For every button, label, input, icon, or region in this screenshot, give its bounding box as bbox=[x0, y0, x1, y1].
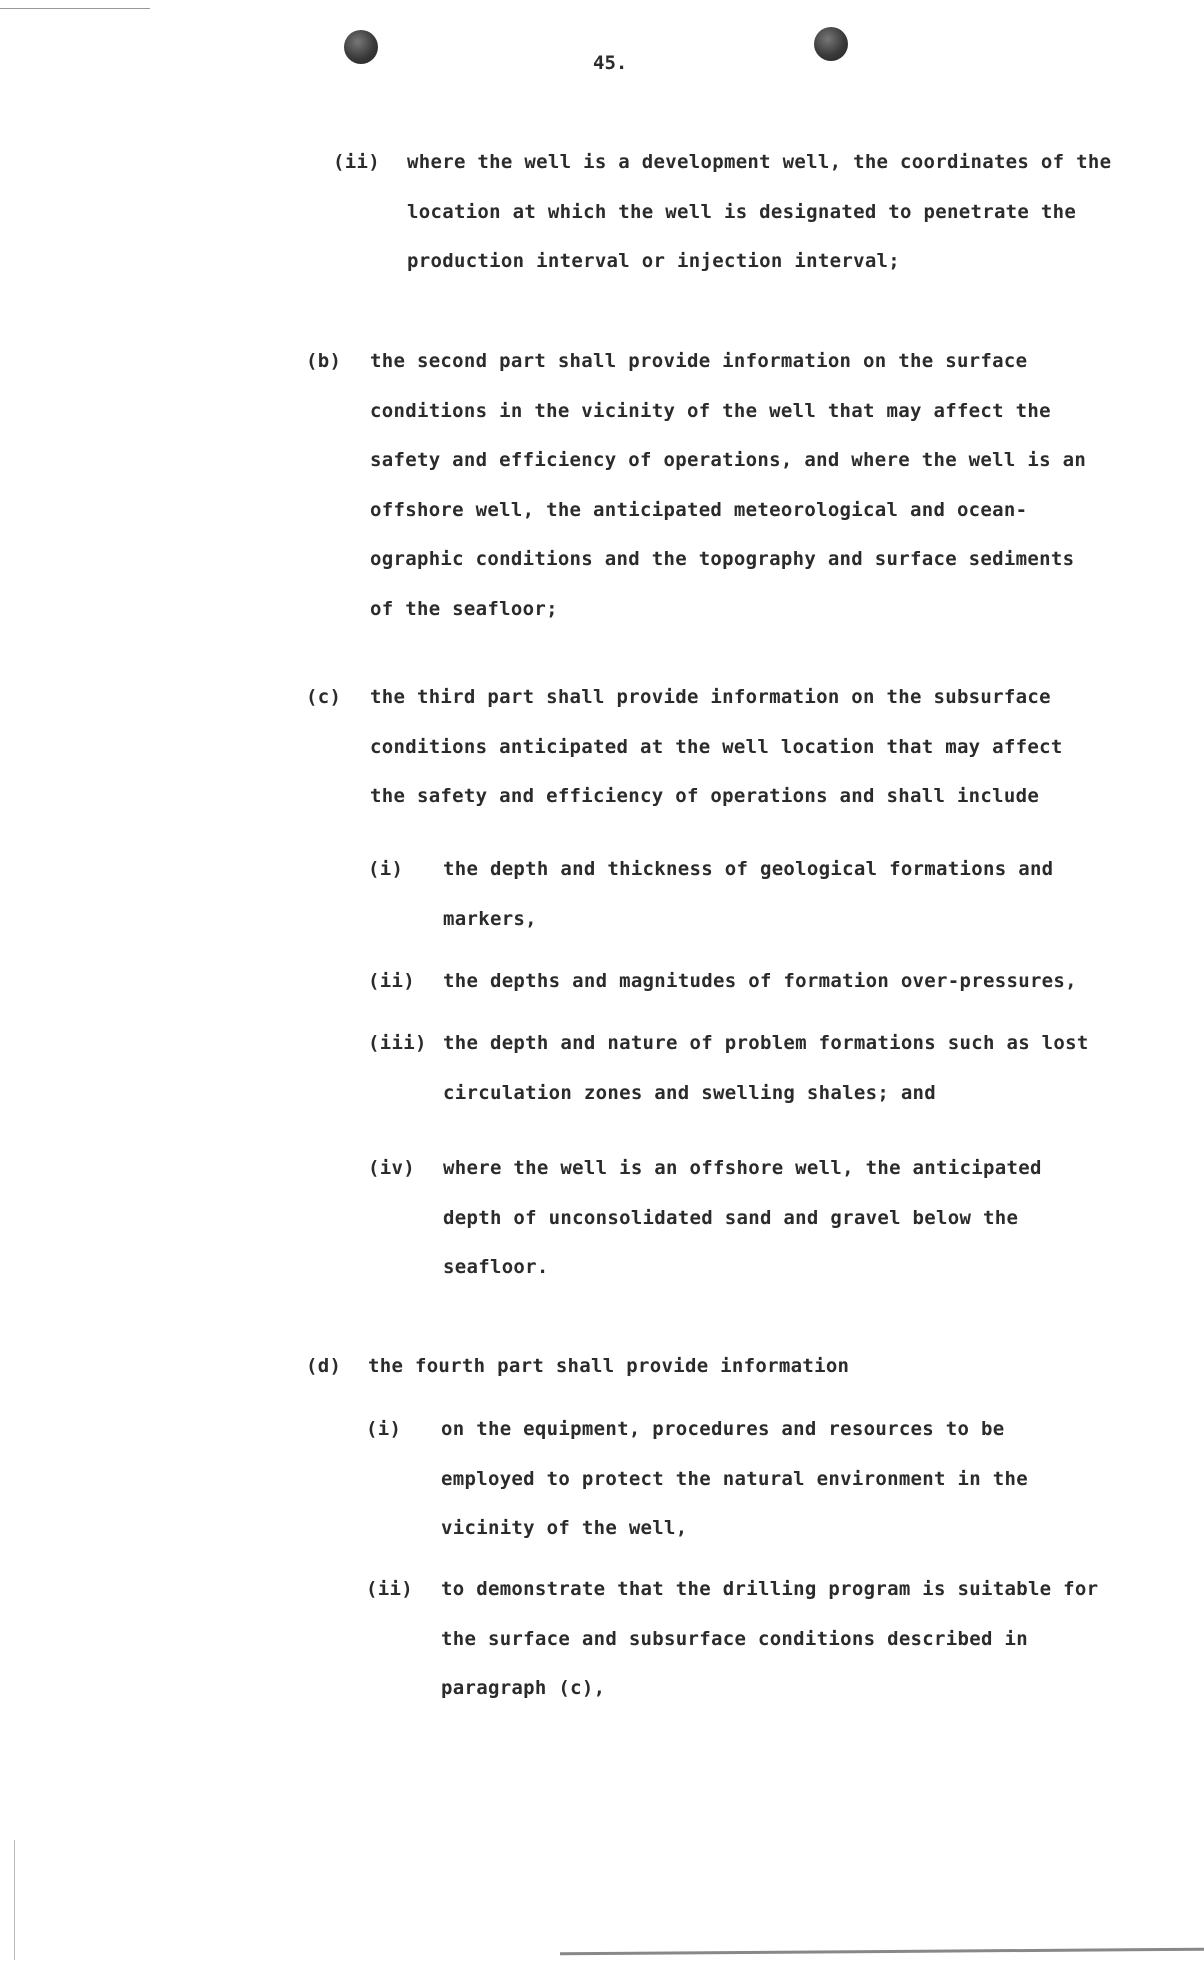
clause-line: seafloor. bbox=[443, 1256, 549, 1278]
clause-b bbox=[306, 337, 1086, 634]
page-number: 45. bbox=[593, 52, 628, 74]
clause-label: (iv) bbox=[368, 1157, 415, 1179]
clause-label: (ii) bbox=[333, 151, 380, 173]
clause-line: the safety and efficiency of operations and shall include bbox=[370, 785, 1040, 807]
clause-line: production interval or injection interval; bbox=[407, 250, 901, 272]
clause-label: (i) bbox=[366, 1418, 402, 1440]
punch-hole-left bbox=[344, 30, 378, 64]
clause-line: conditions anticipated at the well location that may affect bbox=[370, 735, 1063, 758]
clause-line: the fourth part shall provide information bbox=[368, 1355, 850, 1377]
clause-c-iii bbox=[368, 1019, 1089, 1118]
clause-d-ii bbox=[366, 1565, 1098, 1714]
clause-line: location at which the well is designated to penetrate the bbox=[407, 200, 1077, 223]
clause-line: depth of unconsolidated sand and gravel below the bbox=[443, 1206, 1019, 1229]
clause-line: markers, bbox=[443, 907, 537, 930]
scan-edge-top bbox=[0, 8, 150, 9]
clause-line: employed to protect the natural environment in the bbox=[441, 1467, 1028, 1490]
clause-c-iv bbox=[368, 1144, 1042, 1293]
clause-line: vicinity of the well, bbox=[441, 1517, 688, 1539]
clause-a-ii bbox=[333, 138, 1111, 287]
clause-line: circulation zones and swelling shales; and bbox=[443, 1081, 937, 1104]
clause-line: on the equipment, procedures and resources to be bbox=[441, 1418, 1005, 1440]
clause-line: offshore well, the anticipated meteorological and ocean- bbox=[370, 498, 1028, 521]
clause-line: conditions in the vicinity of the well that may affect the bbox=[370, 399, 1051, 422]
clause-line: of the seafloor; bbox=[370, 597, 558, 620]
clause-line: the third part shall provide information on the subsurface bbox=[370, 686, 1051, 708]
clause-c-ii bbox=[368, 957, 1077, 1007]
clause-d bbox=[306, 1342, 849, 1392]
clause-line: the depth and nature of problem formations such as lost bbox=[443, 1032, 1089, 1054]
clause-label: (ii) bbox=[366, 1578, 413, 1600]
clause-line: to demonstrate that the drilling program is suitable for bbox=[441, 1578, 1099, 1600]
clause-line: safety and efficiency of operations, and where the well is an bbox=[370, 449, 1087, 471]
clause-line: ographic conditions and the topography and surface sediments bbox=[370, 548, 1075, 570]
clause-label: (b) bbox=[306, 350, 342, 372]
clause-label: (ii) bbox=[368, 970, 415, 992]
clause-label: (c) bbox=[306, 686, 342, 708]
clause-d-i bbox=[366, 1405, 1028, 1554]
clause-line: the depth and thickness of geological formations and bbox=[443, 858, 1054, 880]
clause-line: the second part shall provide information on the surface bbox=[370, 350, 1028, 372]
clause-line: where the well is a development well, the coordinates of the bbox=[407, 151, 1112, 173]
clause-line: the depths and magnitudes of formation over-pressures, bbox=[443, 970, 1077, 992]
clause-line: where the well is an offshore well, the anticipated bbox=[443, 1157, 1042, 1179]
clause-line: paragraph (c), bbox=[441, 1677, 606, 1699]
clause-c bbox=[306, 673, 1063, 822]
clause-label: (i) bbox=[368, 858, 404, 880]
clause-c-i bbox=[368, 845, 1053, 944]
punch-hole-right bbox=[814, 27, 848, 61]
clause-label: (d) bbox=[306, 1355, 342, 1377]
scan-edge-left bbox=[14, 1840, 15, 1960]
clause-line: the surface and subsurface conditions described in bbox=[441, 1627, 1028, 1650]
scan-edge-bottom bbox=[560, 1948, 1204, 1955]
clause-label: (iii) bbox=[368, 1032, 427, 1054]
